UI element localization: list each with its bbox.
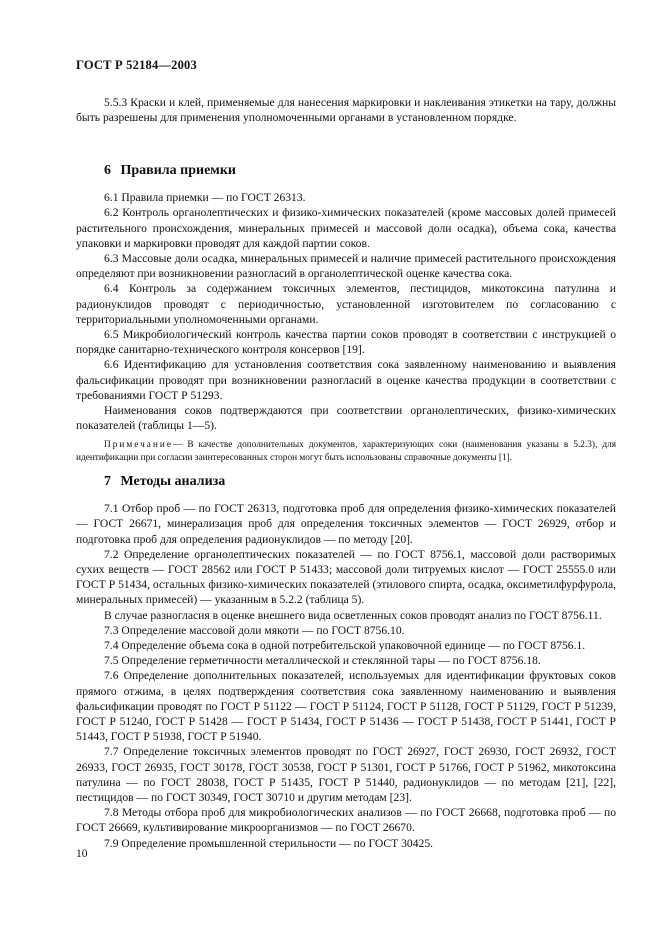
paragraph: 7.5 Определение герметичности металлической и стеклянной тары — по ГОСТ 8756.18. [104,654,541,668]
page-number: 10 [76,848,88,860]
paragraph: 7.3 Определение массовой доли мякоти — по ГОСТ 8756.10. [104,623,405,637]
paragraph: 6.5 Микробиологический контроль качества партии соков проводят в соответствии с инструкцией о порядке санитарно-технического контроля консервов [19]. [76,328,616,357]
paragraph: Наименования соков подтверждаются при соответствии органолептических, физико-химических показателей (таблицы 1—5). [76,404,616,433]
section-6-title [76,163,616,178]
section-number: 6 [104,163,111,178]
paragraph: В случае разногласия в оценке внешнего вида осветленных соков проводят анализ по ГОСТ 8756.11. [104,608,602,622]
section-6 [76,163,616,464]
paragraph: 7.7 Определение токсичных элементов проводят по ГОСТ 26927, ГОСТ 26930, ГОСТ 26932, ГОСТ 26933, ГОСТ 26935, ГОСТ 30178, ГОСТ 30538, ГОСТ Р 51301, ГОСТ Р 51766, ГОСТ Р 51962, микотоксина патулина — по ГОСТ 28038, ГОСТ Р 51435, ГОСТ Р 51440, радионуклидов — по методам [21], [22], пестицидов — по ГОСТ 30349, ГОСТ 30710 и другим методам [23]. [76,745,616,805]
paragraph: 6.6 Идентификацию для установления соответствия сока заявленному наименованию и выявления фальсификации проводят при возникновении разногласий в оценке качества продукции в соответствии с требованиями ГОСТ Р 51293. [76,358,616,402]
paragraph: 6.4 Контроль за содержанием токсичных элементов, пестицидов, микотоксина патулина и радионуклидов проводят с периодичностью, установленной изготовителем по согласованию с территориальными уполномоченными органами. [76,282,616,326]
paragraph: 7.1 Отбор проб — по ГОСТ 26313, подготовка проб для определения физико-химических показателей — ГОСТ 26671, минерализация проб для определения токсичных элементов — ГОСТ 26929, отбор и подготовка проб для определения радионуклидов — по методу [20]. [76,502,616,546]
section-7 [76,474,616,851]
paragraph: 7.9 Определение промышленной стерильности — по ГОСТ 30425. [104,836,434,850]
paragraph: 6.1 Правила приемки — по ГОСТ 26313. [104,191,306,205]
section-title-text: Методы анализа [120,474,226,489]
clause-5-5-3 [76,95,616,125]
note [76,439,616,463]
paragraph: 6.3 Массовые доли осадка, минеральных примесей и наличие примесей растительного происхождения определяют при возникновении разногласий в органолептической оценке качества сока. [76,252,616,281]
paragraph: 7.8 Методы отбора проб для микробиологических анализов — по ГОСТ 26668, подготовка проб — по ГОСТ 26669, культивирование микроорганизмов — по ГОСТ 26670. [76,806,616,835]
paragraph: 5.5.3 Краски и клей, применяемые для нанесения маркировки и наклеивания этикетки на тару, должны быть разрешены для применения уполномоченными органами в установленном порядке. [76,96,616,125]
paragraph: 6.2 Контроль органолептических и физико-химических показателей (кроме массовых долей примесей растительного происхождения, минеральных примесей и массовой доли осадка), объема сока, качества упаковки и маркировки проводят для каждой партии соков. [76,206,616,250]
paragraph: 7.6 Определение дополнительных показателей, используемых для идентификации фруктовых соков прямого отжима, в целях подтверждения соответствия сока заявленному наименованию и выявления фальсификации проводят по ГОСТ Р 51122 — ГОСТ Р 51124, ГОСТ Р 51128, ГОСТ Р 51129, ГОСТ Р 51239, ГОСТ Р 51240, ГОСТ Р 51428 — ГОСТ Р 51434, ГОСТ Р 51436 — ГОСТ Р 51438, ГОСТ Р 51441, ГОСТ Р 51443, ГОСТ Р 51938, ГОСТ Р 51940. [76,669,616,744]
note-text: — В качестве дополнительных документов, характеризующих соки (наименования указаны в 5.2.3), для идентификации при согласии заинтересованных сторон могут быть использованы справочные документы [1]. [76,440,616,463]
section-7-title [76,474,616,489]
paragraph: 7.4 Определение объема сока в одной потребительской упаковочной единице — по ГОСТ 8756.1. [104,639,586,653]
paragraph: 7.2 Определение органолептических показателей — по ГОСТ 8756.1, массовой доли растворимых сухих веществ — ГОСТ 28562 или ГОСТ Р 51433; массовой доли титруемых кислот — ГОСТ 25555.0 или ГОСТ Р 51434, остальных физико-химических показателей (этилового спирта, осадка, оксиметилфурфурола, минеральных примесей) — указанным в 5.2.2 (таблица 5). [76,547,616,607]
standard-header: ГОСТ Р 52184—2003 [76,58,197,72]
note-label: Примечание [104,440,173,451]
section-title-text: Правила приемки [120,163,236,178]
section-number: 7 [104,474,111,489]
